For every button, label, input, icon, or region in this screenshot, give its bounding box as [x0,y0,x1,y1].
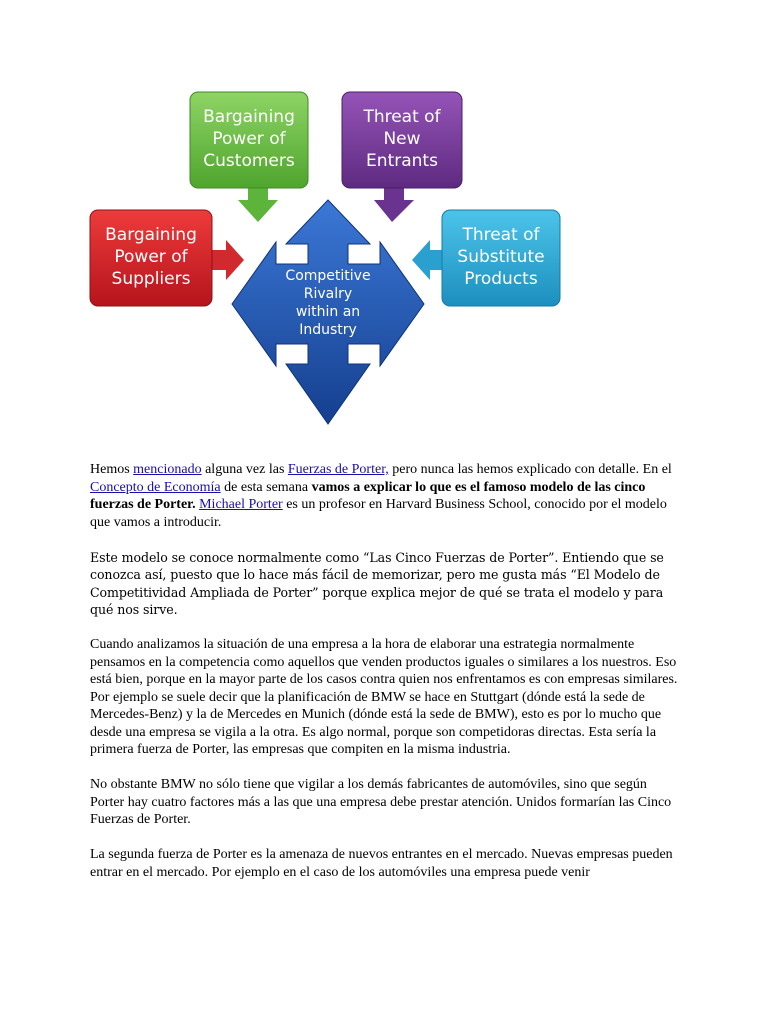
p1-text-4: de esta semana [220,479,312,495]
p1-text-1: Hemos [90,462,134,477]
porter-five-forces-diagram [80,84,580,444]
paragraph-5: La segunda fuerza de Porter es la amenaza de nuevos entrantes en el mercado. Nuevas empresas pueden entrar en el mercado. Por ejemplo en el caso de los automóviles una empresa puede venir [90,847,673,880]
link-mencionado[interactable]: mencionado [133,462,202,477]
suppliers-box [90,210,212,306]
entrants-arrow [374,184,414,222]
suppliers-line-1: Bargaining [105,225,197,245]
substitutes-line-3: Products [464,269,538,289]
customers-line-3: Customers [203,151,295,171]
substitutes-box [442,210,560,306]
suppliers-line-2: Power of [114,247,188,267]
link-michael-porter[interactable]: Michael Porter [199,497,283,512]
rivalry-line-2: Rivalry [303,286,353,302]
p1-text-6: es un profesor en Harvard Business School, conocido por el modelo que vamos a introducir. [90,497,667,530]
substitutes-line-1: Threat of [462,225,540,245]
suppliers-arrow [212,240,244,280]
substitutes-arrow [412,240,444,280]
rivalry-line-1: Competitive [285,268,371,284]
suppliers-line-3: Suppliers [111,269,191,289]
rivalry-line-3: within an [295,304,361,320]
entrants-line-1: Threat of [363,107,441,127]
p1-bold-text: vamos a explicar lo que es el famoso modelo de las cinco fuerzas de Porter. [90,479,646,512]
p1-text-3: pero nunca las hemos explicado con detalle. En el [388,462,672,477]
entrants-box [342,92,462,188]
substitutes-line-2: Substitute [457,247,545,267]
entrants-line-2: New [383,129,421,149]
customers-line-2: Power of [212,129,286,149]
article-body [90,461,680,899]
link-concepto-de-economia[interactable]: Concepto de Economía [90,479,221,495]
paragraph-2: Este modelo se conoce normalmente como “Las Cinco Fuerzas de Porter”. Entiendo que se conozca así, puesto que lo hace más fácil de memorizar, pero me gusta más “El Modelo de Competitividad Ampliada de Porter” porque explica mejor de qué se trata el modelo y para qué nos sirve. [90,549,664,617]
paragraph-4: No obstante BMW no sólo tiene que vigilar a los demás fabricantes de automóviles, sino que según Porter hay cuatro factores más a las que una empresa debe prestar atención. Unidos formarían las Cinco Fuerzas de Porter. [90,777,672,827]
paragraph-1 [90,461,680,531]
rivalry-line-4: Industry [299,322,357,338]
customers-box [190,92,308,188]
p1-text-2: alguna vez las [201,462,288,477]
link-fuerzas-de-porter[interactable]: Fuerzas de Porter, [287,462,389,477]
entrants-line-3: Entrants [366,151,438,171]
customers-line-1: Bargaining [203,107,295,127]
customers-arrow [238,184,278,222]
paragraph-3: Cuando analizamos la situación de una empresa a la hora de elaborar una estrategia normalmente pensamos en la competencia como aquellos que venden productos iguales o similares a los nuestros. Eso está bien, porque en la mayor parte de los casos contra quien nos enfrentamos es con empresas similares. Por ejemplo se suele decir que la planificación de BMW se hace en Stuttgart (dónde está la sede de Mercedes-Benz) y la de Mercedes en Munich (dónde está la sede de BMW), esto es por lo mucho que desde una empresa se vigila a la otra. Es algo normal, porque son competidoras directas. Esta sería la primera fuerza de Porter, las empresas que compiten en la misma industria. [90,637,678,757]
